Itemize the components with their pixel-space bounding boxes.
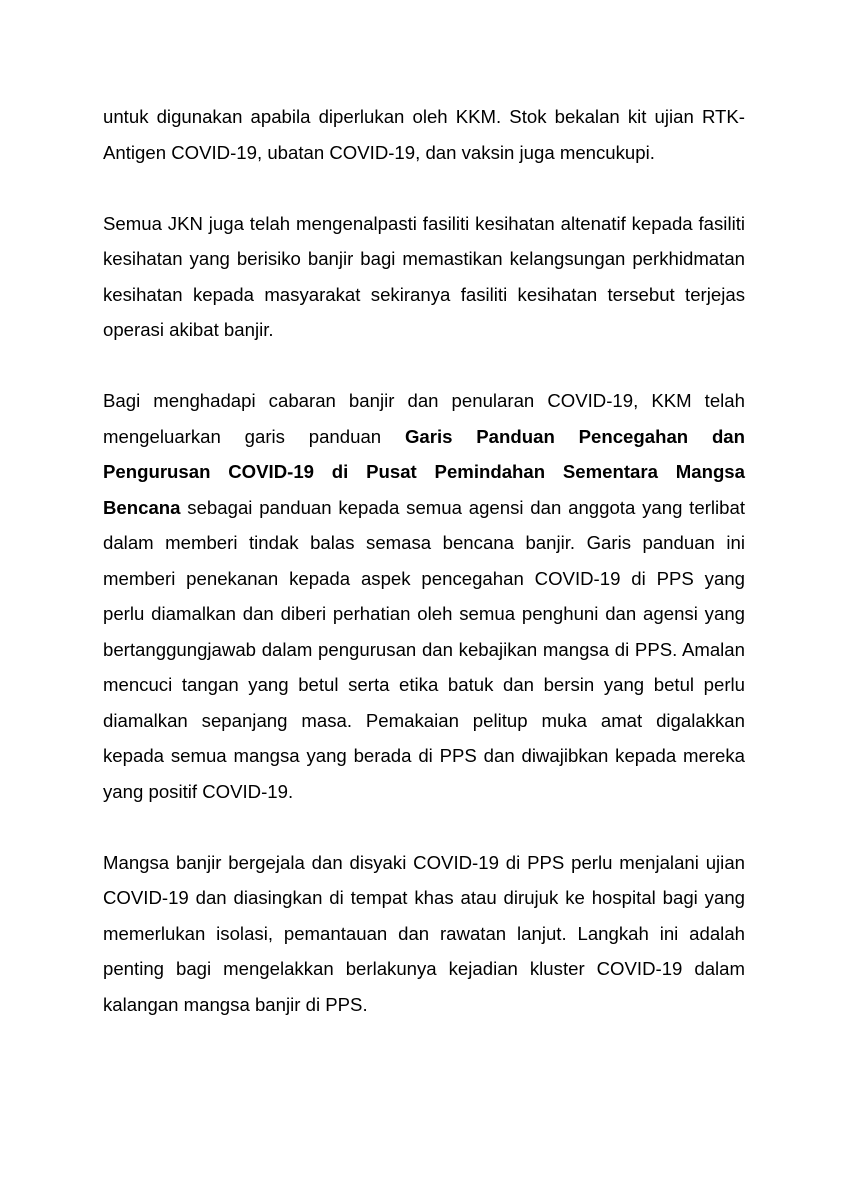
- document-page: [103, 99, 745, 1022]
- guidelines-intro-text: Bagi menghadapi cabaran banjir dan penularan COVID-19, KKM telah mengeluarkan garis panduan: [103, 390, 745, 447]
- guidelines-body-text: sebagai panduan kepada semua agensi dan anggota yang terlibat dalam memberi tindak balas semasa bencana banjir. Garis panduan ini memberi penekanan kepada aspek pencegahan COVID-19 di PPS yang perlu diamalkan dan diberi perhatian oleh semua penghuni dan agensi yang bertanggungjawab dalam pengurusan dan kebajikan mangsa di PPS. Amalan mencuci tangan yang betul serta etika batuk dan bersin yang betul perlu diamalkan sepanjang masa. Pemakaian pelitup muka amat digalakkan kepada semua mangsa yang berada di PPS dan diwajibkan kepada mereka yang positif COVID-19.: [103, 496, 745, 802]
- paragraph-guidelines: [103, 383, 745, 809]
- paragraph-stock-supplies: untuk digunakan apabila diperlukan oleh KKM. Stok bekalan kit ujian RTK-Antigen COVID-19, ubatan COVID-19, dan vaksin juga mencukupi.: [103, 106, 745, 163]
- paragraph-symptomatic-victims: Mangsa banjir bergejala dan disyaki COVID-19 di PPS perlu menjalani ujian COVID-19 dan diasingkan di tempat khas atau dirujuk ke hospital bagi yang memerlukan isolasi, pemantauan dan rawatan lanjut. Langkah ini adalah penting bagi mengelakkan berlakunya kejadian kluster COVID-19 dalam kalangan mangsa banjir di PPS.: [103, 851, 745, 1015]
- guidelines-title: Garis Panduan Pencegahan dan Pengurusan COVID-19 di Pusat Pemindahan Sementara Mangsa Bencana: [103, 425, 745, 518]
- paragraph-alternative-facilities: Semua JKN juga telah mengenalpasti fasiliti kesihatan altenatif kepada fasiliti kesihatan yang berisiko banjir bagi memastikan kelangsungan perkhidmatan kesihatan kepada masyarakat sekiranya fasiliti kesihatan tersebut terjejas operasi akibat banjir.: [103, 212, 745, 340]
